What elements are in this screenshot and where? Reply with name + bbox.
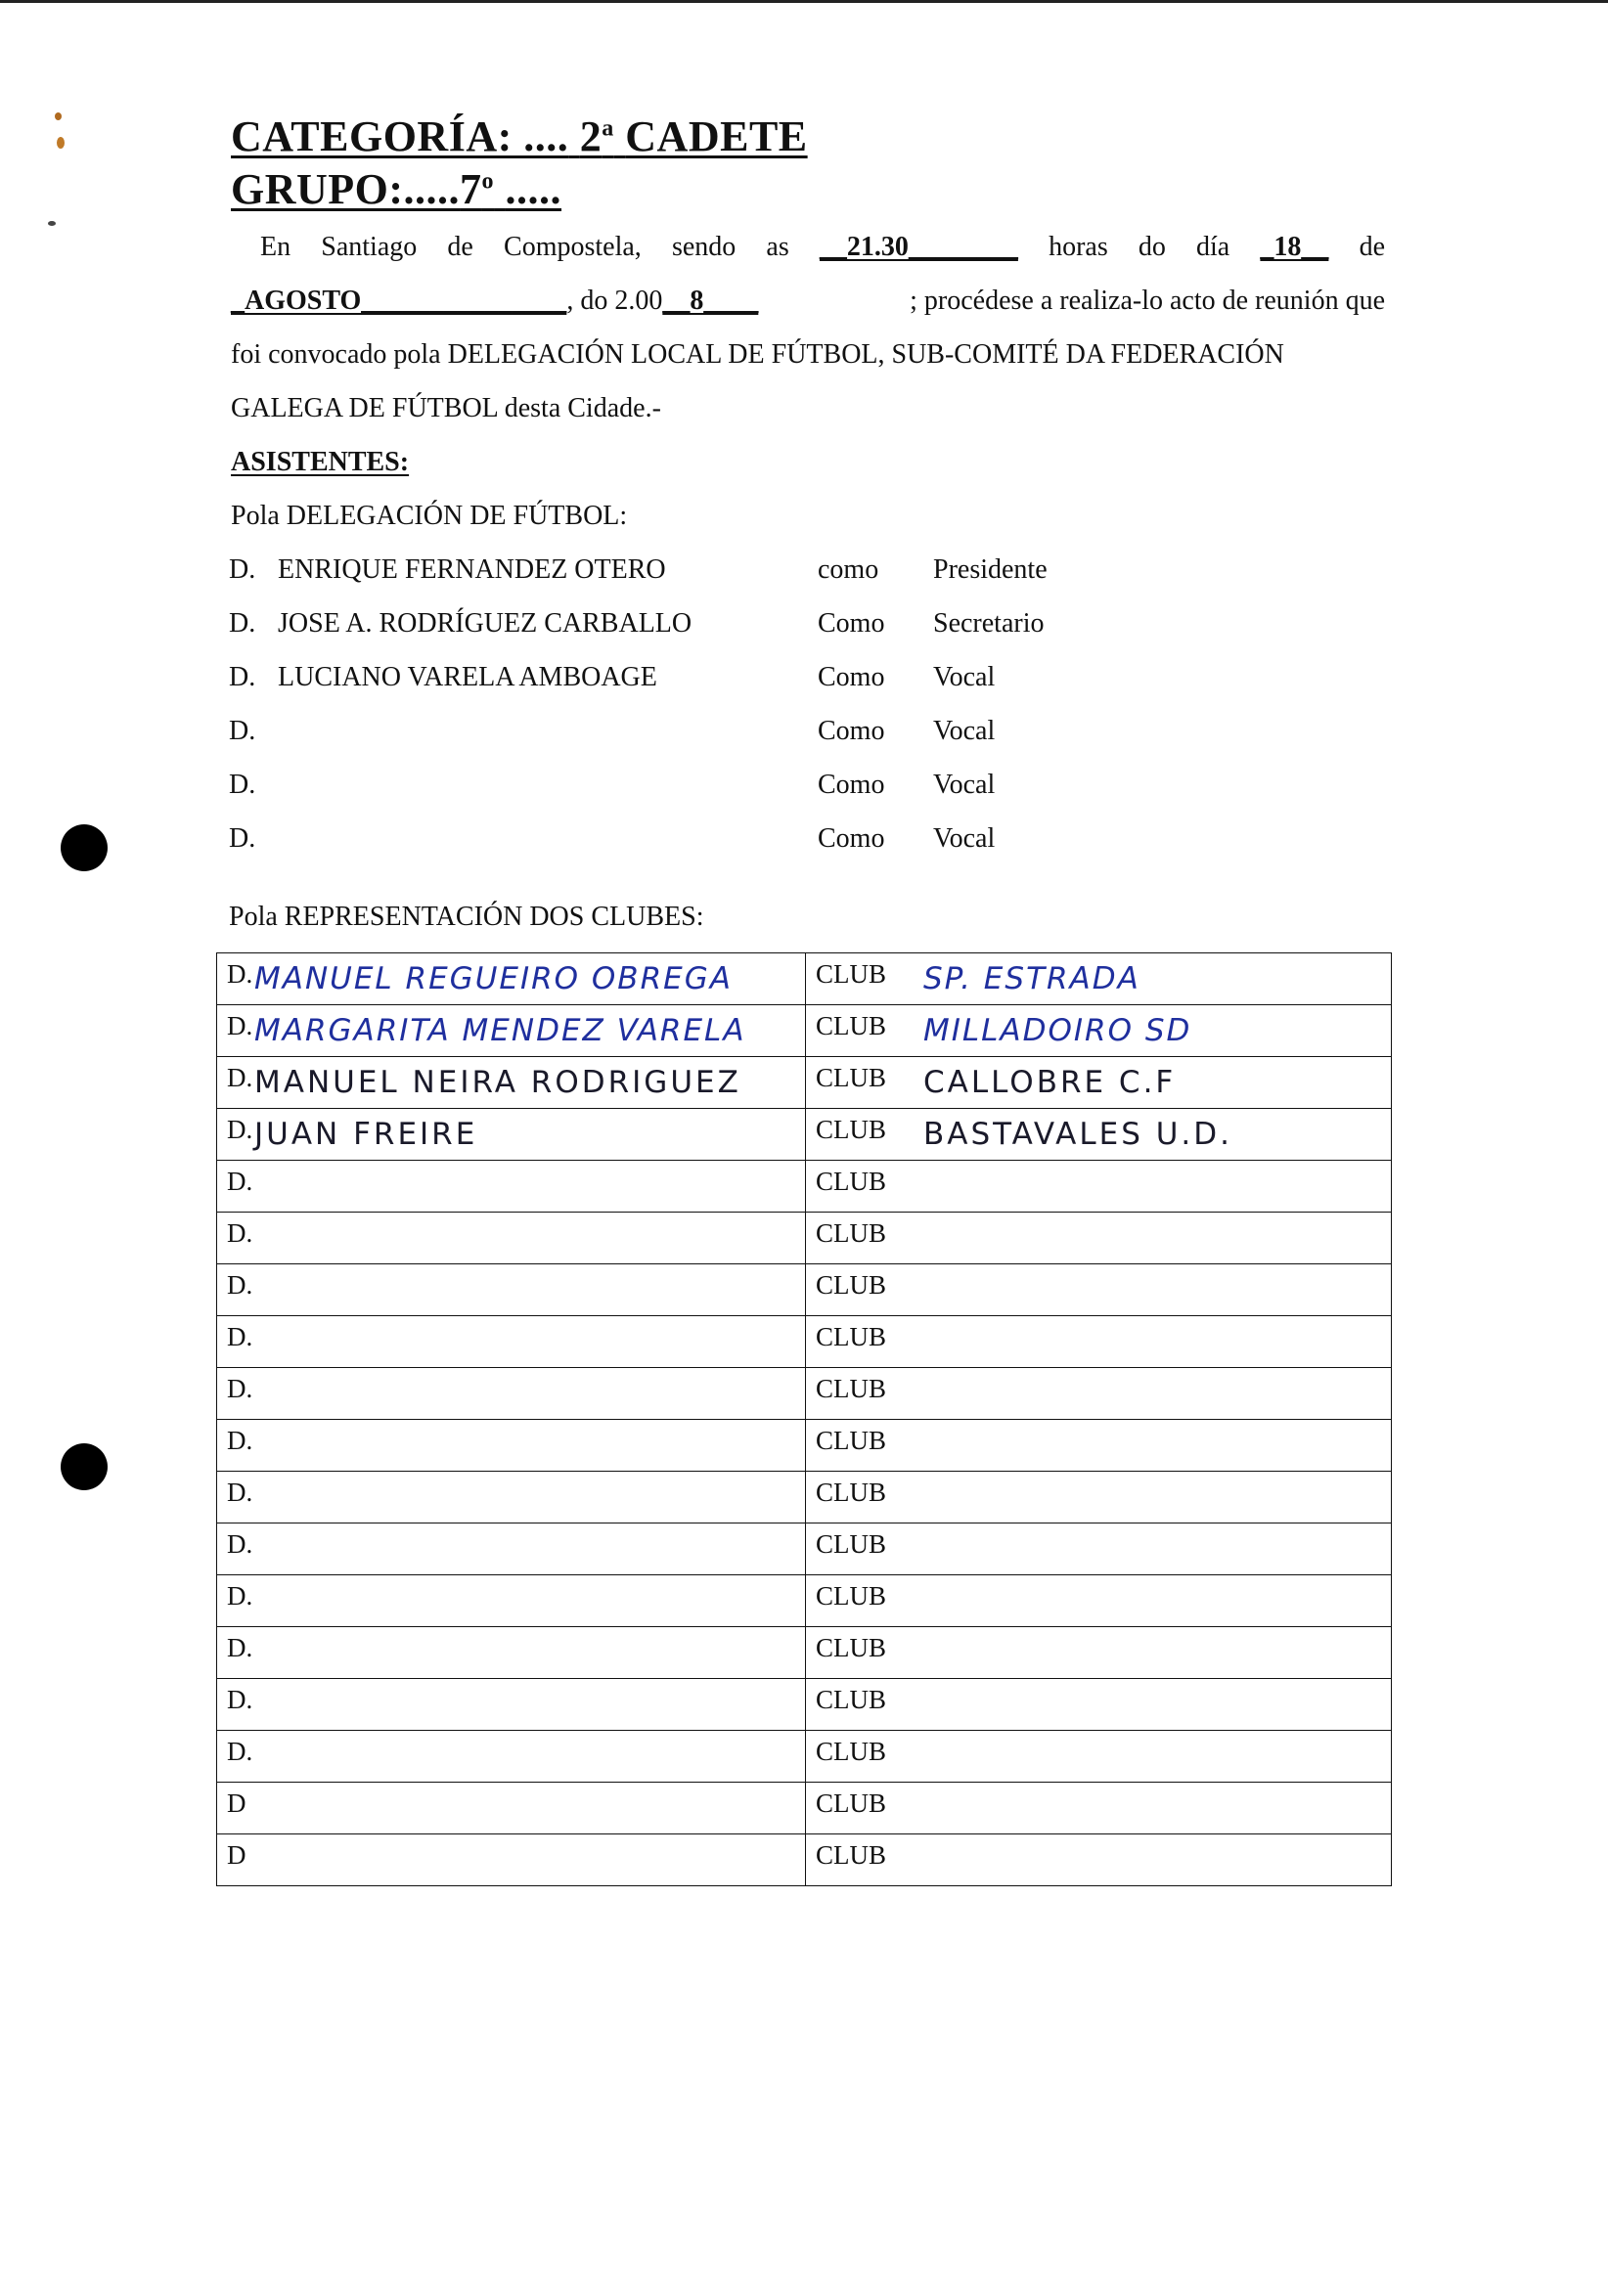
club-label: CLUB	[816, 1737, 887, 1766]
rep-prefix: D	[227, 1788, 246, 1818]
rep-cell[interactable]	[217, 1316, 806, 1368]
table-row	[217, 1057, 1392, 1109]
table-row	[217, 1523, 1392, 1575]
club-name-handwritten: BASTAVALES U.D.	[923, 1117, 1232, 1152]
rep-cell[interactable]	[217, 1731, 806, 1783]
club-cell[interactable]	[806, 1679, 1392, 1731]
rep-name-handwritten: MANUEL REGUEIRO OBREGA	[254, 961, 733, 996]
club-label: CLUB	[816, 1581, 887, 1611]
table-row	[217, 1731, 1392, 1783]
club-name-handwritten: SP. ESTRADA	[923, 961, 1140, 996]
club-name-handwritten: MILLADOIRO SD	[923, 1013, 1192, 1048]
rep-prefix: D.	[227, 1374, 253, 1403]
rep-prefix: D.	[227, 1011, 253, 1040]
rep-cell[interactable]	[217, 1368, 806, 1420]
rep-cell[interactable]	[217, 953, 806, 1005]
rep-cell[interactable]	[217, 1523, 806, 1575]
member-row: D. LUCIANO VARELA AMBOAGE Como Vocal	[229, 662, 996, 692]
club-cell[interactable]	[806, 1523, 1392, 1575]
club-label: CLUB	[816, 1115, 887, 1144]
rep-prefix: D.	[227, 1270, 253, 1300]
club-cell[interactable]	[806, 1264, 1392, 1316]
clubs-table	[216, 952, 1392, 1886]
table-row	[217, 1264, 1392, 1316]
rep-cell[interactable]	[217, 1834, 806, 1886]
table-row	[217, 1109, 1392, 1161]
club-cell[interactable]	[806, 1575, 1392, 1627]
club-cell[interactable]	[806, 1109, 1392, 1161]
club-label: CLUB	[816, 959, 887, 989]
scan-top-edge	[0, 0, 1608, 3]
table-row	[217, 1834, 1392, 1886]
punch-hole-top	[61, 824, 108, 871]
table-row	[217, 1472, 1392, 1523]
rep-cell[interactable]	[217, 1420, 806, 1472]
club-cell[interactable]	[806, 1161, 1392, 1213]
rep-cell[interactable]	[217, 1161, 806, 1213]
categoria-heading: CATEGORÍA: .... 2$^a$ CADETE	[231, 112, 808, 160]
ano-field: __8____	[662, 286, 759, 316]
member-row: D. ENRIQUE FERNANDEZ OTERO como Presidente	[229, 554, 1048, 585]
rep-prefix: D.	[227, 1115, 253, 1144]
rep-cell[interactable]	[217, 1109, 806, 1161]
club-cell[interactable]	[806, 1834, 1392, 1886]
intro-line-2: _AGOSTO_______________, do 2.00__8____ ; procédese a realiza-lo acto de reunión que	[231, 286, 1385, 316]
table-row	[217, 1627, 1392, 1679]
rep-cell[interactable]	[217, 1627, 806, 1679]
rep-cell[interactable]	[217, 1005, 806, 1057]
club-label: CLUB	[816, 1840, 887, 1870]
table-row	[217, 1368, 1392, 1420]
club-cell[interactable]	[806, 1316, 1392, 1368]
club-cell[interactable]	[806, 1783, 1392, 1834]
scan-speck	[57, 137, 65, 149]
rep-prefix: D	[227, 1840, 246, 1870]
club-label: CLUB	[816, 1529, 887, 1559]
asistentes-heading: ASISTENTES:	[231, 447, 410, 477]
club-cell[interactable]	[806, 1368, 1392, 1420]
grupo-heading: GRUPO:.....7$^o$ .....	[231, 165, 562, 213]
intro-line-1: En Santiago de Compostela, sendo as __21.30________ horas do día _18__ de	[231, 232, 1385, 271]
scan-speck	[48, 221, 56, 226]
club-label: CLUB	[816, 1426, 887, 1455]
punch-hole-bottom	[61, 1443, 108, 1490]
club-cell[interactable]	[806, 1472, 1392, 1523]
club-label: CLUB	[816, 1685, 887, 1714]
club-label: CLUB	[816, 1218, 887, 1248]
rep-prefix: D.	[227, 1478, 253, 1507]
rep-prefix: D.	[227, 1529, 253, 1559]
rep-cell[interactable]	[217, 1783, 806, 1834]
club-label: CLUB	[816, 1011, 887, 1040]
member-row: D. Como Vocal	[229, 770, 996, 800]
rep-prefix: D.	[227, 1737, 253, 1766]
intro-line-3: foi convocado pola DELEGACIÓN LOCAL DE FÚTBOL, SUB-COMITÉ DA FEDERACIÓN	[231, 339, 1284, 370]
delegacion-label: Pola DELEGACIÓN DE FÚTBOL:	[231, 501, 628, 531]
rep-prefix: D.	[227, 1426, 253, 1455]
rep-name-handwritten: JUAN FREIRE	[254, 1117, 478, 1152]
table-row	[217, 1575, 1392, 1627]
rep-prefix: D.	[227, 1063, 253, 1092]
club-label: CLUB	[816, 1478, 887, 1507]
rep-prefix: D.	[227, 1322, 253, 1351]
rep-prefix: D.	[227, 1581, 253, 1611]
club-label: CLUB	[816, 1270, 887, 1300]
rep-cell[interactable]	[217, 1057, 806, 1109]
club-label: CLUB	[816, 1322, 887, 1351]
club-cell[interactable]	[806, 1213, 1392, 1264]
table-row	[217, 1420, 1392, 1472]
rep-prefix: D.	[227, 1218, 253, 1248]
club-cell[interactable]	[806, 1420, 1392, 1472]
club-cell[interactable]	[806, 953, 1392, 1005]
clubes-label: Pola REPRESENTACIÓN DOS CLUBES:	[229, 902, 704, 932]
mes-field: _AGOSTO_______________	[231, 286, 567, 316]
rep-prefix: D.	[227, 959, 253, 989]
rep-prefix: D.	[227, 1633, 253, 1662]
member-row: D. JOSE A. RODRÍGUEZ CARBALLO Como Secretario	[229, 608, 1045, 639]
club-cell[interactable]	[806, 1627, 1392, 1679]
club-cell[interactable]	[806, 1731, 1392, 1783]
rep-cell[interactable]	[217, 1264, 806, 1316]
club-cell[interactable]	[806, 1057, 1392, 1109]
rep-name-handwritten: MANUEL NEIRA RODRIGUEZ	[254, 1065, 741, 1100]
rep-cell[interactable]	[217, 1213, 806, 1264]
club-name-handwritten: CALLOBRE C.F	[923, 1065, 1177, 1100]
rep-cell[interactable]	[217, 1472, 806, 1523]
club-label: CLUB	[816, 1063, 887, 1092]
club-label: CLUB	[816, 1788, 887, 1818]
member-row: D. Como Vocal	[229, 823, 996, 854]
rep-name-handwritten: MARGARITA MENDEZ VARELA	[254, 1013, 746, 1048]
scan-speck	[55, 112, 62, 120]
club-label: CLUB	[816, 1633, 887, 1662]
dia-field: _18__	[1260, 232, 1329, 262]
rep-prefix: D.	[227, 1167, 253, 1196]
table-row	[217, 1679, 1392, 1731]
rep-prefix: D.	[227, 1685, 253, 1714]
table-row	[217, 953, 1392, 1005]
club-cell[interactable]	[806, 1005, 1392, 1057]
rep-cell[interactable]	[217, 1575, 806, 1627]
club-label: CLUB	[816, 1374, 887, 1403]
hora-field: __21.30________	[819, 232, 1018, 262]
table-row	[217, 1783, 1392, 1834]
table-row	[217, 1213, 1392, 1264]
intro-line-4: GALEGA DE FÚTBOL desta Cidade.-	[231, 393, 661, 423]
rep-cell[interactable]	[217, 1679, 806, 1731]
member-row: D. Como Vocal	[229, 716, 996, 746]
table-row	[217, 1005, 1392, 1057]
table-row	[217, 1161, 1392, 1213]
club-label: CLUB	[816, 1167, 887, 1196]
table-row	[217, 1316, 1392, 1368]
